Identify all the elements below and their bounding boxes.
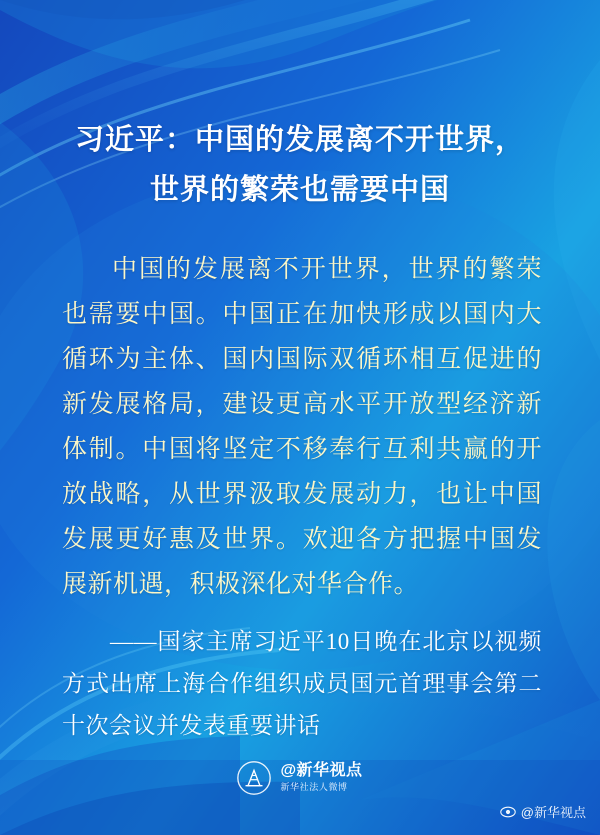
title-line-1: 习近平：中国的发展离不开世界， bbox=[74, 124, 525, 157]
footer-brand bbox=[0, 761, 600, 795]
weibo-watermark bbox=[500, 802, 586, 821]
xinhua-logo-icon bbox=[237, 761, 271, 795]
brand-name: @新华视点 bbox=[280, 762, 363, 780]
brand-subtitle: 新华社法人微博 bbox=[280, 782, 348, 793]
page-title bbox=[0, 115, 600, 215]
quote-attribution: ——国家主席习近平10日晚在北京以视频方式出席上海合作组织成员国元首理事会第二十次会议并发表重要讲话 bbox=[62, 629, 542, 738]
brand-text-block bbox=[280, 763, 362, 792]
title-line-2: 世界的繁荣也需要中国 bbox=[149, 174, 450, 207]
weibo-eye-icon bbox=[500, 804, 516, 820]
quote-body: 中国的发展离不开世界，世界的繁荣也需要中国。中国正在加快形成以国内大循环为主体、国内国际双循环相互促进的新发展格局，建设更高水平开放型经济新体制。中国将坚定不移奉行互利共赢的开放战略，从世界汲取发展动力，也让中国发展更好惠及世界。欢迎各方把握中国发展新机遇，积极深化对华合作。 bbox=[62, 256, 542, 598]
weibo-handle: @新华视点 bbox=[520, 805, 586, 820]
